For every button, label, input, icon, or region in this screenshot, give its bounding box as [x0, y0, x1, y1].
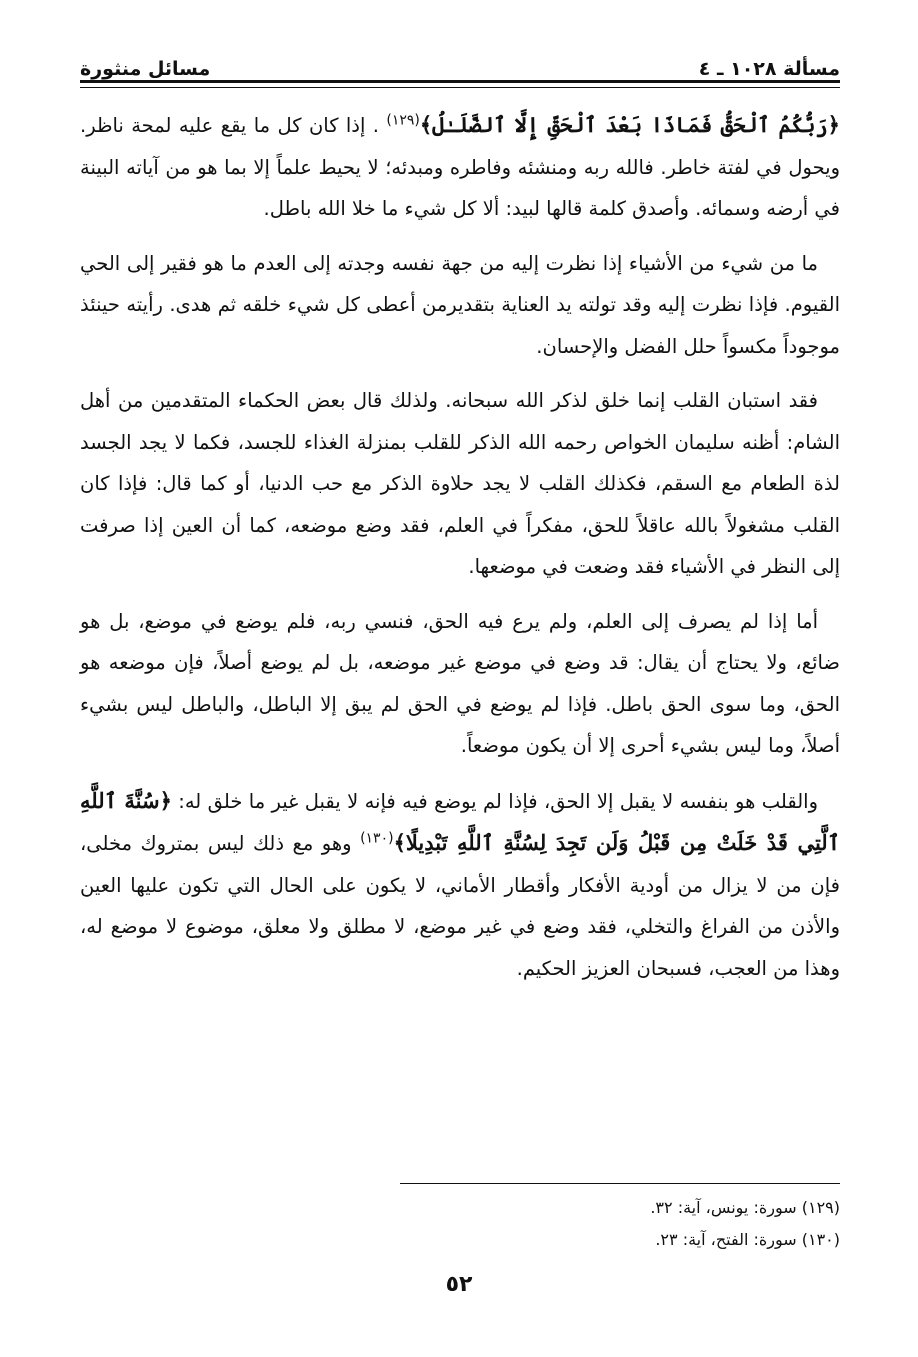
header-rule-thin — [80, 87, 840, 88]
running-header — [80, 40, 840, 80]
footnote-separator — [400, 1183, 840, 1184]
header-rule-thick — [80, 80, 840, 83]
quran-verse-2: ﴿سُنَّةَ ٱللَّهِ ٱلَّتِي قَدْ خَلَتْ مِن قَبْلُ وَلَن تَجِدَ لِسُنَّةِ ٱللَّهِ تَبْدِيلًا﴾ — [80, 787, 840, 855]
paragraph-1 — [80, 104, 840, 230]
footnote-130: (١٣٠) سورة: الفتح، آية: ٢٣. — [655, 1230, 840, 1249]
paragraph-2: ما من شيء من الأشياء إذا نظرت إليه من جهة نفسه وجدته إلى العدم ما هو فقير إلى الحي القيوم. فإذا نظرت إليه وقد تولته يد العناية بتقديرمن أعطى كل شيء خلقه ثم هدى. رأيته حينئذ موجوداً مكسواً حلل الفضل والإحسان. — [80, 251, 840, 358]
quran-verse-1: ﴿رَبُّكُمُ ٱلْحَقُّ فَمَاذَا بَعْدَ ٱلْحَقِّ إِلَّا ٱلضَّلَـٰلُ﴾ — [419, 112, 840, 137]
footnotes — [80, 1192, 840, 1256]
header-issue-number: مسألة ١٠٢٨ ـ ٤ — [698, 58, 840, 80]
paragraph-1-text: . إذا كان كل ما يقع عليه لمحة ناظر. ويحول في لفتة خاطر. فالله ربه ومنشئه وفاطره ومبدئه؛ لا يحيط علماً إلا بما هو من آياته البينة في أرضه وسمائه. وأصدق كلمة قالها لبيد: ألا كل شيء ما خلا الله باطل. — [80, 114, 840, 220]
page-number: ٥٢ — [445, 1272, 473, 1297]
footnote-ref-130: (١٣٠) — [360, 830, 394, 847]
paragraph-3: فقد استبان القلب إنما خلق لذكر الله سبحانه. ولذلك قال بعض الحكماء المتقدمين من أهل الشام: أظنه سليمان الخواص رحمه الله الذكر للقلب بمنزلة الغذاء للجسد، فكما لا يجد الجسد لذة الطعام مع السقم، فكذلك القلب لا يجد حلاوة الذكر مع حب الدنيا، أو كما قال: فإذا كان القلب مشغولاً بالله عاقلاً للحق، مفكراً في العلم، فقد وضع موضعه، كما أن العين إذا صرفت إلى النظر في الأشياء فقد وضعت في موضعها. — [80, 389, 840, 578]
footnote-129: (١٢٩) سورة: يونس، آية: ٣٢. — [650, 1198, 840, 1217]
paragraph-5-text: وهو مع ذلك ليس بمتروك مخلى، فإن من لا يزال من أودية الأفكار وأقطار الأماني، لا يكون على الحال التي تكون عليها العين والأذن من الفراغ والتخلي، فقد وضع في غير موضع، لا مطلق ولا معلق، موضوع لا موضع له، وهذا من العجب، فسبحان العزيز الحكيم. — [80, 832, 840, 980]
paragraph-4: أما إذا لم يصرف إلى العلم، ولم يرع فيه الحق، فنسي ربه، فلم يوضع في موضع، بل هو ضائع، ولا يحتاج أن يقال: قد وضع في موضع غير موضعه، بل لم يوضع أصلاً، فإن موضعه هو الحق، وما سوى الحق باطل. فإذا لم يوضع في الحق لم يبق إلا الباطل، والباطل ليس بشيء أصلاً، وما ليس بشيء أحرى إلا أن يكون موضعاً. — [80, 609, 840, 757]
paragraph-5-text-before: والقلب هو بنفسه لا يقبل إلا الحق، فإذا لم يوضع فيه فإنه لا يقبل غير ما خلق له: — [171, 789, 818, 813]
header-book-title: مسائل منثورة — [80, 58, 211, 80]
body-text — [80, 104, 840, 1002]
footnote-ref-129: (١٢٩) — [386, 112, 420, 129]
paragraph-5 — [80, 780, 840, 990]
